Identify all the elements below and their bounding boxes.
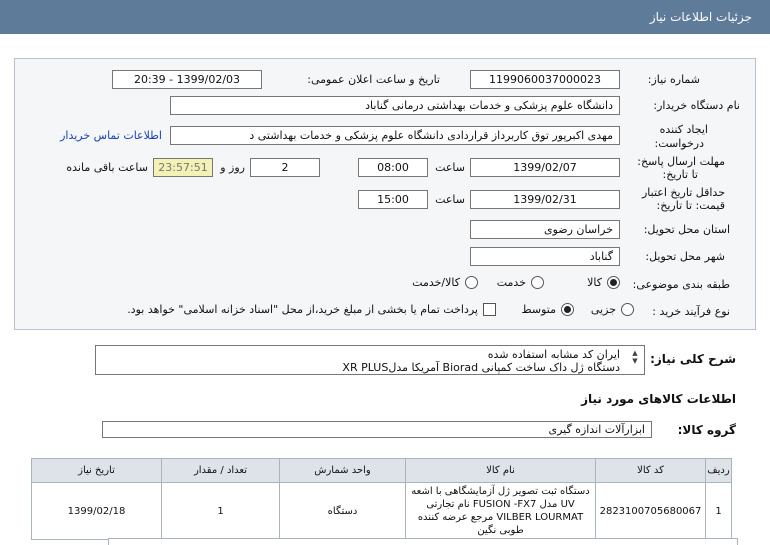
- need-number-field: 1199060037000023: [470, 70, 620, 89]
- page-title: جزئیات اطلاعات نیاز: [649, 10, 752, 24]
- buyer-org-label: نام دستگاه خریدار:: [653, 99, 740, 112]
- header-row-number: ردیف: [706, 459, 732, 483]
- contact-buyer-link[interactable]: اطلاعات تماس خریدار: [60, 129, 162, 142]
- radio-selected-icon: [561, 303, 574, 316]
- radio-selected-icon: [607, 276, 620, 289]
- price-time-field: 15:00: [358, 190, 428, 209]
- price-validity-label-1: حداقل تاریخ اعتبار: [641, 186, 725, 199]
- reply-time-field: 08:00: [358, 158, 428, 177]
- requester-label-2: درخواست:: [654, 137, 704, 150]
- description-line-2: دستگاه ژل داک ساخت کمپانی Biorad آمریکا مدلXR PLUS: [342, 361, 620, 374]
- cell-name: دستگاه ثبت تصویر ژل آزمایشگاهی با اشعه UV مدل FUSION -FX7 نام تجارتی VILBER LOURMAT مرجع عرضه کننده طوبی نگین: [406, 483, 596, 540]
- goods-group-field: ابزارآلات اندازه گیری: [102, 421, 652, 438]
- reply-deadline-label-2: تا تاریخ:: [662, 168, 698, 181]
- checkbox-icon: [483, 303, 496, 316]
- need-number-label: شماره نیاز:: [647, 73, 700, 86]
- header-qty: تعداد / مقدار: [162, 459, 280, 483]
- goods-group-label: گروه کالا:: [677, 423, 736, 437]
- reply-date-field: 1399/02/07: [470, 158, 620, 177]
- category-option-goods[interactable]: کالا: [587, 276, 620, 289]
- city-label: شهر محل تحویل:: [645, 250, 725, 263]
- goods-info-title: اطلاعات کالاهای مورد نیاز: [581, 392, 736, 406]
- description-line-1: ایران کد مشابه استفاده شده: [487, 348, 620, 361]
- header-name: نام کالا: [406, 459, 596, 483]
- cell-qty: 1: [162, 483, 280, 540]
- price-validity-label-2: قیمت: تا تاریخ:: [656, 199, 725, 212]
- category-option-goods-service[interactable]: کالا/خدمت: [412, 276, 478, 289]
- price-time-label: ساعت: [435, 193, 465, 206]
- category-label: طبقه بندی موضوعی:: [632, 278, 730, 291]
- announce-field: 1399/02/03 - 20:39: [112, 70, 262, 89]
- buyer-org-field: دانشگاه علوم پزشکی و خدمات بهداشتی درمانی گناباد: [170, 96, 620, 115]
- category-option-service[interactable]: خدمت: [497, 276, 544, 289]
- cell-date: 1399/02/18: [32, 483, 162, 540]
- radio-icon: [465, 276, 478, 289]
- radio-icon: [531, 276, 544, 289]
- city-field: گناباد: [470, 247, 620, 266]
- price-date-field: 1399/02/31: [470, 190, 620, 209]
- remaining-time-field: 23:57:51: [153, 158, 213, 177]
- announce-label: تاریخ و ساعت اعلان عمومی:: [307, 73, 440, 86]
- purchase-option-medium[interactable]: متوسط: [521, 303, 574, 316]
- province-field: خراسان رضوی: [470, 220, 620, 239]
- header-unit: واحد شمارش: [280, 459, 406, 483]
- days-label: روز و: [220, 161, 245, 174]
- scroll-arrows-icon[interactable]: ▲ ▼: [632, 349, 638, 365]
- header-code: کد کالا: [596, 459, 706, 483]
- table-row: [32, 483, 732, 540]
- cell-code: 2823100705680067: [596, 483, 706, 540]
- cell-unit: دستگاه: [280, 483, 406, 540]
- requester-field: مهدی اکبرپور توق کاربرداز قراردادی دانشگاه علوم پزشکی و خدمات بهداشتی د: [170, 126, 620, 145]
- purchase-type-label: نوع فرآیند خرید :: [652, 305, 730, 318]
- treasury-payment-checkbox[interactable]: پرداخت تمام یا بخشی از مبلغ خرید،از محل "اسناد خزانه اسلامی" خواهد بود.: [127, 303, 496, 316]
- page-header: [0, 0, 770, 34]
- reply-time-label: ساعت: [435, 161, 465, 174]
- requester-label-1: ایجاد کننده: [659, 123, 708, 136]
- province-label: استان محل تحویل:: [643, 223, 730, 236]
- days-field: 2: [250, 158, 320, 177]
- radio-icon: [621, 303, 634, 316]
- purchase-option-minor[interactable]: جزیی: [591, 303, 634, 316]
- description-label: شرح کلی نیاز:: [650, 352, 736, 366]
- next-section-box: [108, 538, 738, 545]
- goods-table: [32, 458, 732, 540]
- cell-row-number: 1: [706, 483, 732, 540]
- reply-deadline-label-1: مهلت ارسال پاسخ:: [637, 155, 725, 168]
- remaining-label: ساعت باقی مانده: [66, 161, 148, 174]
- description-box: [95, 345, 645, 375]
- table-header-row: [32, 459, 732, 483]
- header-date: تاریخ نیاز: [32, 459, 162, 483]
